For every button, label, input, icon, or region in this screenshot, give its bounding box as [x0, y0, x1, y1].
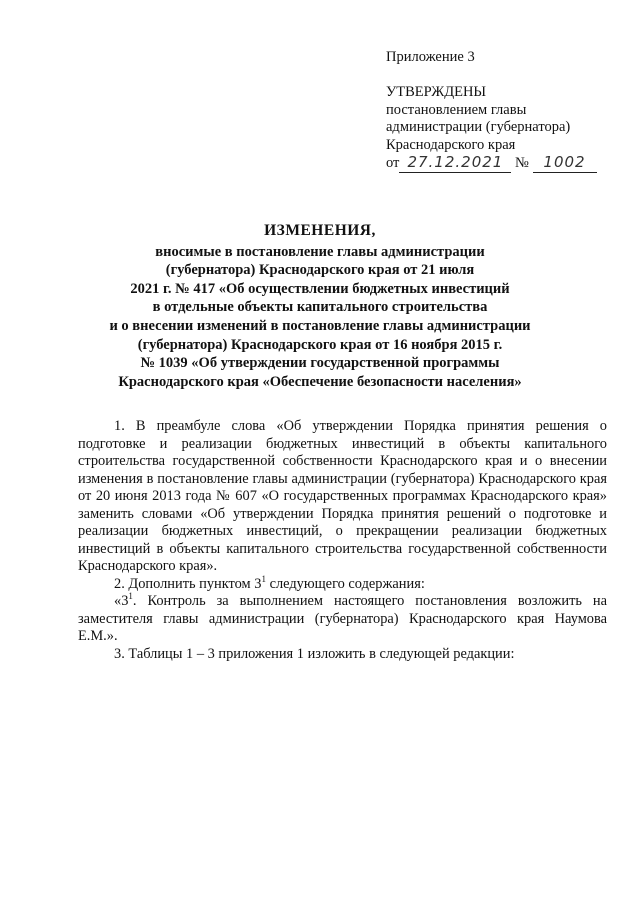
title-line-2: (губернатора) Краснодарского края от 21 июля [165, 262, 475, 279]
appendix-label: Приложение 3 [386, 49, 475, 65]
approved-line-1: постановлением главы [386, 101, 527, 118]
handwritten-number: 1002 [533, 154, 597, 173]
title-line-1: вносимые в постановление главы администрации [155, 243, 485, 260]
title-line-6: (губернатора) Краснодарского края от 16 ноября 2015 г. [137, 336, 503, 353]
paragraph-3-end: . Контроль за выполнением настоящего постановления возложить на заместителя главы администрации (губернатора) Краснодарского края Наумова Е.М.». [78, 593, 607, 644]
date-prefix: от [386, 155, 400, 171]
handwritten-date: 27.12.2021 [399, 154, 511, 173]
paragraph-3 [78, 593, 607, 646]
approved-line-3: Краснодарского края [386, 136, 516, 153]
paragraph-2-start: 2. Дополнить пунктом 3 [114, 575, 262, 592]
title-line-7: № 1039 «Об утверждении государственной программы [140, 355, 500, 372]
paragraph-2-sup: 1 [261, 573, 266, 584]
title-line-4: в отдельные объекты капитального строительства [152, 299, 488, 316]
approval-block [386, 84, 626, 173]
title-main: ИЗМЕНЕНИЯ, [264, 222, 376, 239]
paragraph-2-end: следующего содержания: [265, 575, 425, 592]
paragraph-2 [78, 573, 607, 594]
paragraph-3-start: «3 [114, 593, 129, 609]
document-title [90, 222, 550, 391]
number-prefix: № [515, 155, 529, 171]
document-body [78, 418, 607, 663]
paragraph-4: 3. Таблицы 1 – 3 приложения 1 изложить в следующей редакции: [114, 645, 515, 662]
title-line-5: и о внесении изменений в постановление главы администрации [109, 317, 531, 334]
approved-line-2: администрации (губернатора) [386, 119, 571, 135]
paragraph-1: 1. В преамбуле слова «Об утверждении Порядка принятия решения о подготовке и реализации бюджетных инвестиций в объекты капитального строительства государственной собственности Краснодарского края и о внесении изменения в постановление главы администрации (губернатора) Краснодарского края от 20 июня 2013 года № 607 «О государственных программах Краснодарского края» заменить словами «Об утверждении Порядка принятия решений о подготовке и реализации бюджетных инвестиций, о прекращении реализации бюджетных инвестиций в объекты капитального строительства государственной собственности Краснодарского края». [78, 418, 607, 574]
title-line-3: 2021 г. № 417 «Об осуществлении бюджетных инвестиций [130, 280, 510, 297]
date-number-line [386, 154, 626, 173]
title-line-8: Краснодарского края «Обеспечение безопасности населения» [118, 373, 522, 390]
approved-heading: УТВЕРЖДЕНЫ [386, 84, 487, 100]
paragraph-3-sup: 1 [128, 591, 133, 602]
